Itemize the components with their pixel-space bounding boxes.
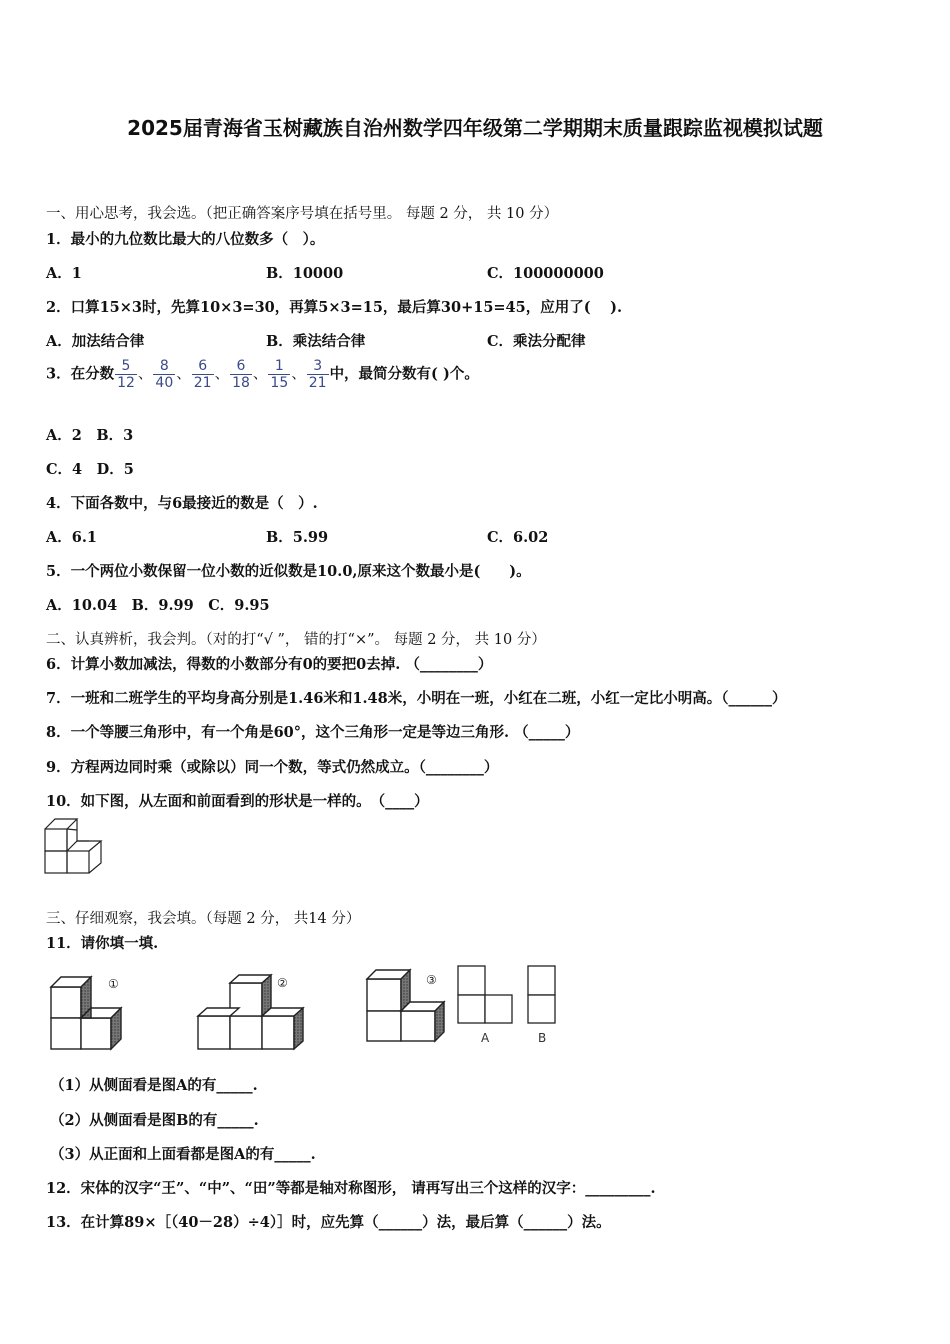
q4-option-c: C．6.02 xyxy=(487,529,549,546)
q3-suffix: 中，最简分数有( )个。 xyxy=(329,365,479,383)
view-a-label: A xyxy=(481,1031,490,1045)
section-1-heading: 一、用心思考，我会选。（把正确答案序号填在括号里。 每题 2 分， 共 10 分） xyxy=(46,206,559,222)
question-2: 2．口算15×3时，先算10×3=30，再算5×3=15，最后算30+15=45，应用了( ). xyxy=(46,299,623,316)
q4-option-b: B．5.99 xyxy=(266,529,329,546)
figure-1-label: ① xyxy=(108,977,119,991)
q4-option-a: A．6.1 xyxy=(46,529,97,546)
q11-view-a xyxy=(456,964,518,1048)
question-5: 5．一个两位小数保留一位小数的近似数是10.0,原来这个数最小是( )。 xyxy=(46,563,531,580)
question-3: 3．在分数 $\frac{5}{12}$ 、 $\frac{8}{40}$ 、 $\frac{6}{21}$ 、 $\frac{6}{18}$ 、 $\frac{1}{15}$ 、 $\frac{3}{21}$ 中，最简分数有( )个。 xyxy=(46,358,479,391)
q3-options-cd: C．4 D．5 xyxy=(46,461,134,478)
view-b-label: B xyxy=(538,1031,547,1045)
question-13: 13．在计算89×［（40－28）÷4）］时，应先算（______）法，最后算（______）法。 xyxy=(46,1214,611,1231)
fraction-5: $\frac{1}{15}$ xyxy=(270,358,289,391)
q1-option-a: A．1 xyxy=(46,265,82,282)
question-10: 10．如下图，从左面和前面看到的形状是一样的。 （____） xyxy=(46,793,429,810)
question-6: 6．计算小数加减法，得数的小数部分有0的要把0去掉. （________） xyxy=(46,656,493,673)
q10-cube-figure xyxy=(44,818,106,880)
q3-prefix: 3．在分数 xyxy=(46,365,115,383)
q11-figure-1 xyxy=(48,972,148,1054)
question-8: 8．一个等腰三角形中，有一个角是60°，这个三角形一定是等边三角形. （_____） xyxy=(46,724,580,741)
question-4: 4．下面各数中，与6最接近的数是（ ）. xyxy=(46,495,318,512)
q11-figure-3 xyxy=(364,966,454,1046)
fraction-4: $\frac{6}{18}$ xyxy=(232,358,250,391)
q2-option-b: B．乘法结合律 xyxy=(266,333,366,350)
question-11-sub-1: （1）从侧面看是图A的有_____. xyxy=(50,1077,258,1094)
q11-view-b xyxy=(526,964,560,1048)
q5-options: A．10.04 B．9.99 C．9.95 xyxy=(46,597,270,614)
fraction-3: $\frac{6}{21}$ xyxy=(193,358,212,391)
question-9: 9．方程两边同时乘（或除以）同一个数，等式仍然成立。（________） xyxy=(46,759,499,776)
fraction-1: $\frac{5}{12}$ xyxy=(117,358,135,391)
section-2-heading: 二、认真辨析，我会判。（对的打“√ ”， 错的打“×”。 每题 2 分， 共 10 分） xyxy=(46,632,546,648)
question-11: 11．请你填一填. xyxy=(46,935,159,952)
fraction-2: $\frac{8}{40}$ xyxy=(155,358,174,391)
fraction-6: $\frac{3}{21}$ xyxy=(308,358,327,391)
question-12: 12．宋体的汉字“王”、“中”、“田”等都是轴对称图形， 请再写出三个这样的汉字：_________. xyxy=(46,1180,656,1197)
figure-3-label: ③ xyxy=(426,973,437,987)
section-3-heading: 三、仔细观察，我会填。（每题 2 分， 共14 分） xyxy=(46,911,361,927)
question-11-sub-2: （2）从侧面看是图B的有_____. xyxy=(50,1112,259,1129)
q1-option-b: B．10000 xyxy=(266,265,344,282)
q11-figure-2 xyxy=(195,972,313,1054)
question-1: 1．最小的九位数比最大的八位数多（ ）。 xyxy=(46,231,325,248)
q2-option-c: C．乘法分配律 xyxy=(487,333,586,350)
q2-option-a: A．加法结合律 xyxy=(46,333,145,350)
figure-2-label: ② xyxy=(277,976,288,990)
page-title: 2025届青海省玉树藏族自治州数学四年级第二学期期末质量跟踪监视模拟试题 xyxy=(127,116,823,140)
question-7: 7．一班和二班学生的平均身高分别是1.46米和1.48米，小明在一班，小红在二班，小红一定比小明高。（______） xyxy=(46,690,787,707)
q3-options-ab: A．2 B．3 xyxy=(46,427,134,444)
q1-option-c: C．100000000 xyxy=(487,265,604,282)
question-11-sub-3: （3）从正面和上面看都是图A的有_____. xyxy=(50,1146,316,1163)
